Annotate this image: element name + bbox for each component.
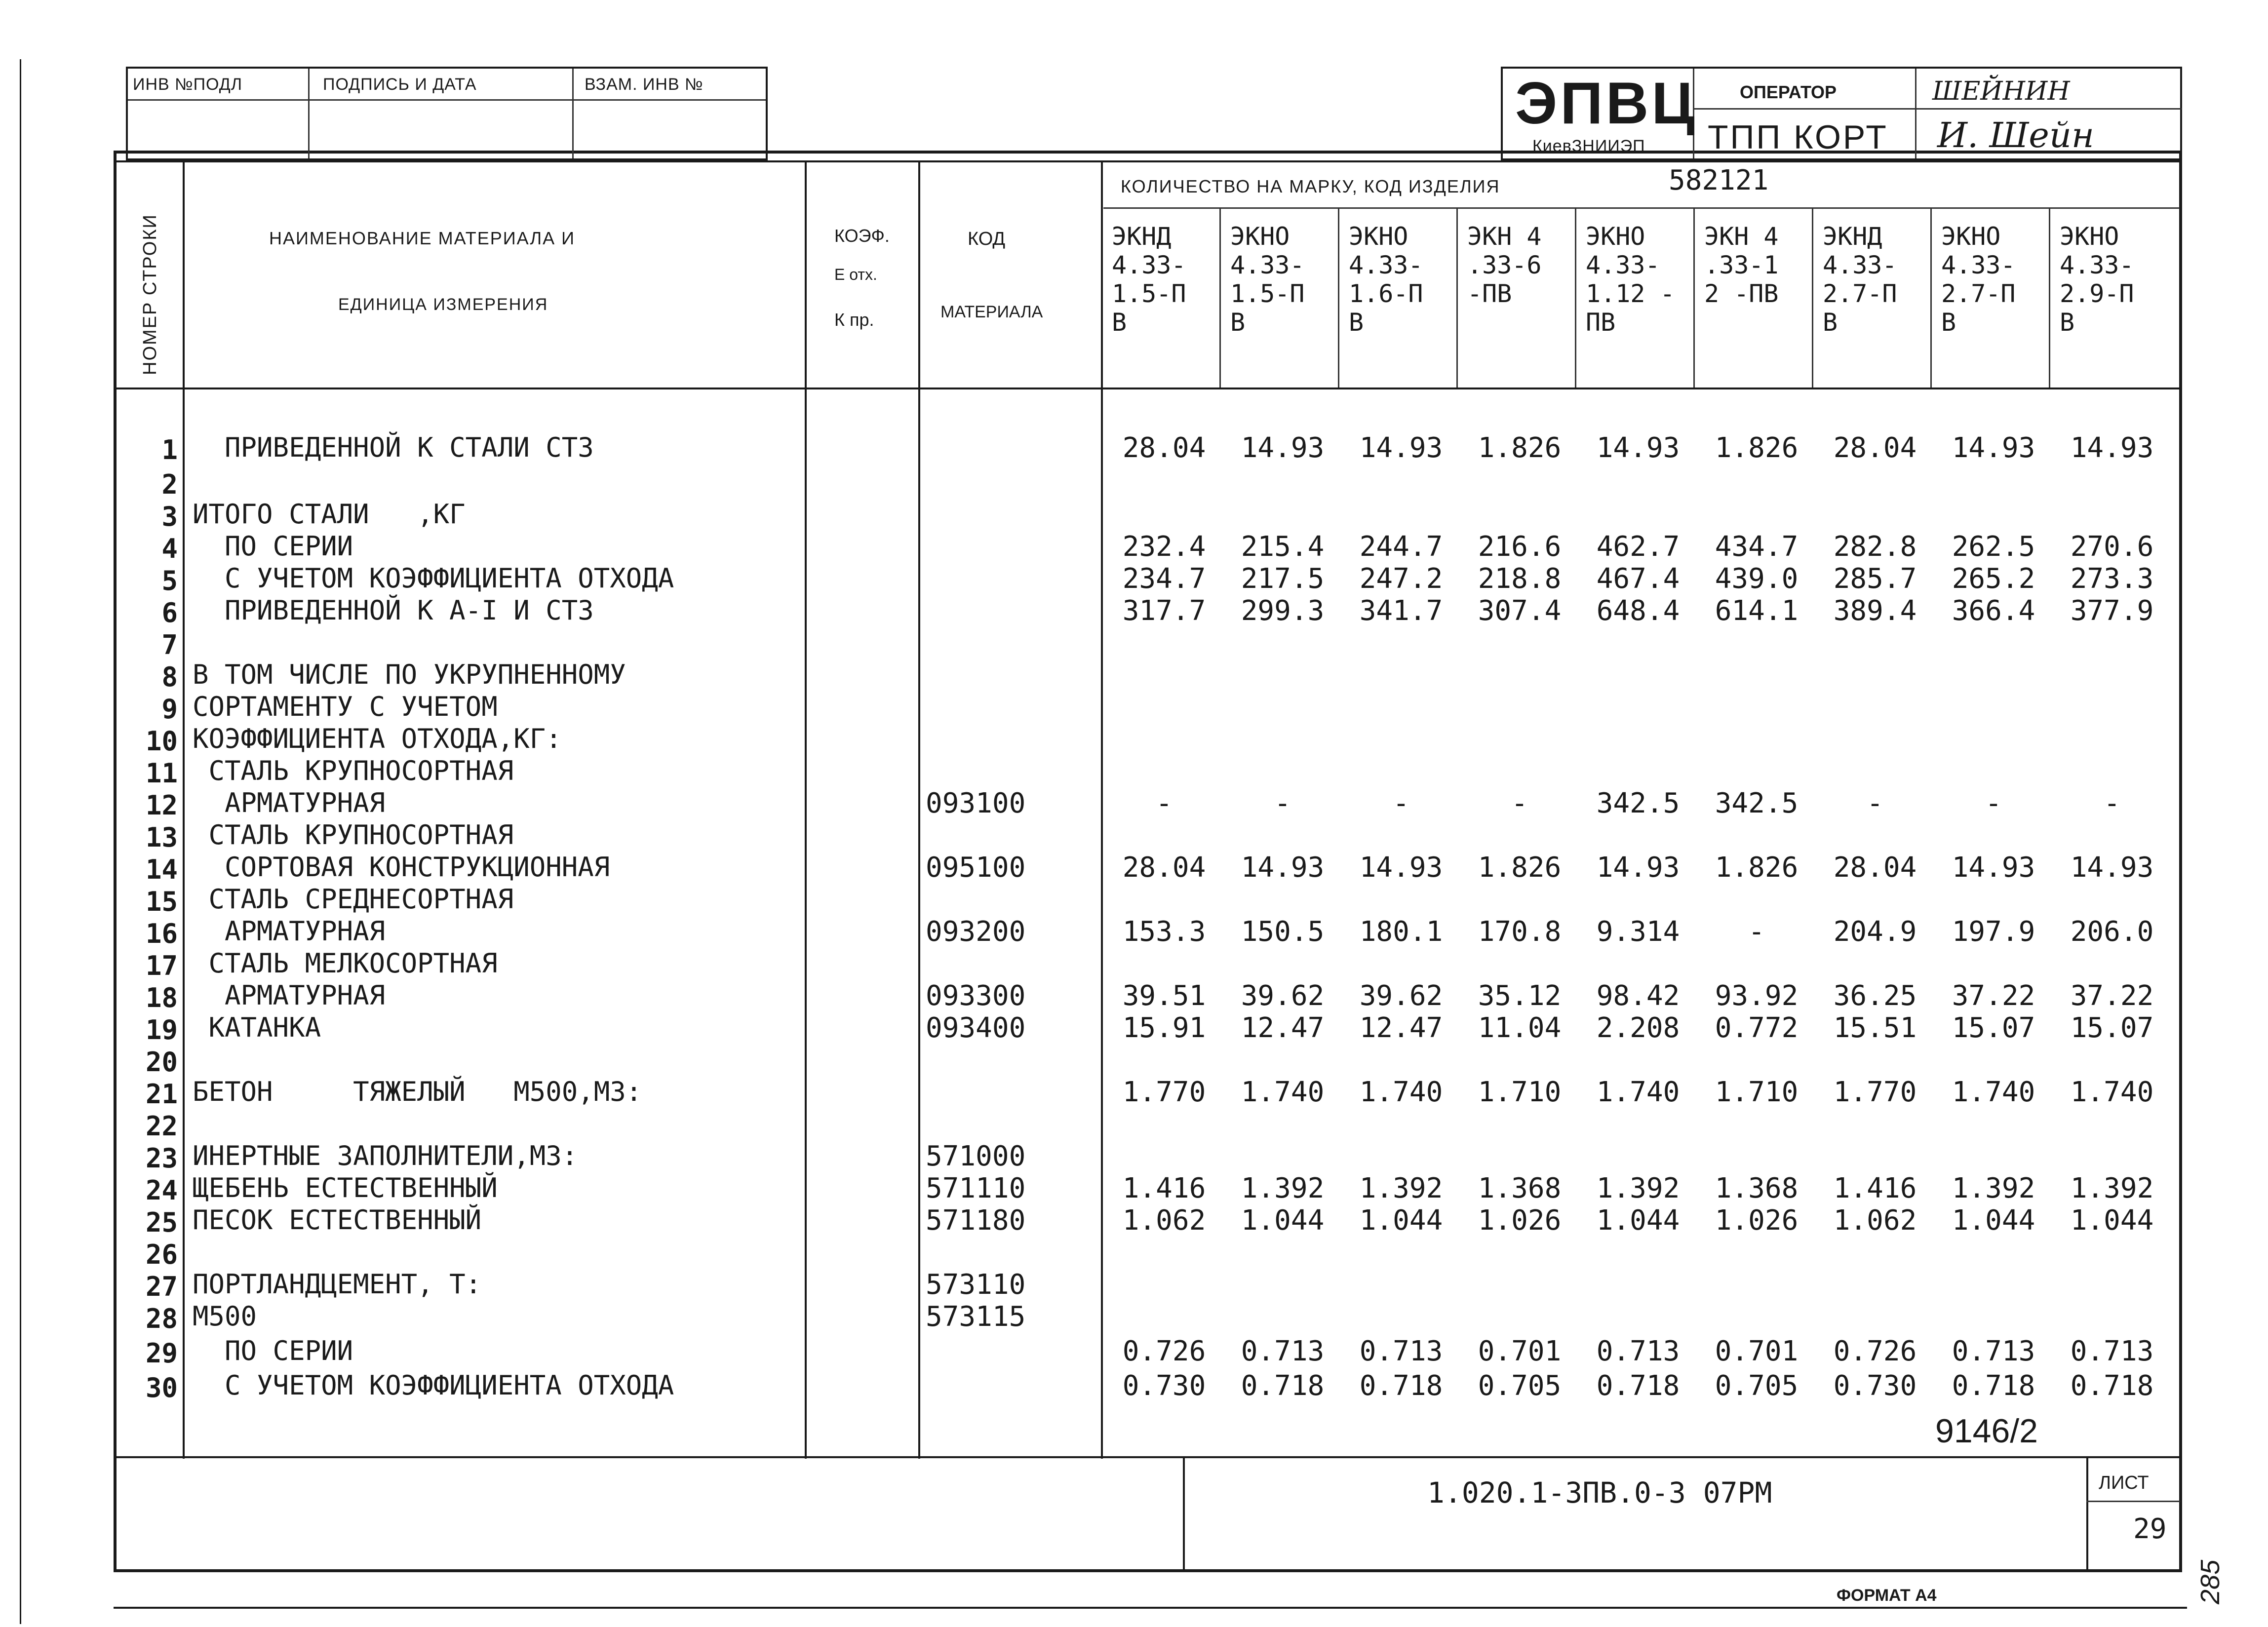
coef-header-3: К пр. bbox=[834, 310, 874, 330]
org-stamp bbox=[1501, 67, 2182, 160]
material-name: КОЭФФИЦИЕНТА ОТХОДА,КГ: bbox=[193, 723, 562, 754]
material-name: АРМАТУРНАЯ bbox=[193, 916, 386, 947]
quantity-cell: 11.04 bbox=[1478, 1012, 1562, 1044]
quantity-cell: 307.4 bbox=[1478, 595, 1562, 627]
row-number: 17 bbox=[145, 950, 178, 981]
quantity-cell: 0.713 bbox=[1952, 1335, 2035, 1367]
product-column-header: ЭКН 4 .33-1 2 -ПВ bbox=[1704, 222, 1779, 308]
row-number: 14 bbox=[145, 854, 178, 885]
quantity-cell: 217.5 bbox=[1241, 563, 1325, 595]
row-number: 7 bbox=[161, 629, 178, 660]
material-name: С УЧЕТОМ КОЭФФИЦИЕНТА ОТХОДА bbox=[193, 1370, 674, 1401]
replacement-inv-label: ВЗАМ. ИНВ № bbox=[585, 75, 704, 94]
quantity-cell: 0.718 bbox=[1596, 1370, 1680, 1402]
material-name: ПРИВЕДЕННОЙ К А-I И СТ3 bbox=[193, 595, 594, 626]
quantity-cell: 389.4 bbox=[1833, 595, 1917, 627]
quantity-cell: 1.740 bbox=[1596, 1076, 1680, 1108]
quantity-cell: - bbox=[1748, 916, 1765, 948]
quantity-cell: 1.740 bbox=[1359, 1076, 1443, 1108]
material-name: ПРИВЕДЕННОЙ К СТАЛИ СТ3 bbox=[193, 432, 594, 463]
product-column-header: ЭКН 4 .33-6 -ПВ bbox=[1467, 222, 1542, 308]
quantity-cell: 1.392 bbox=[1241, 1172, 1325, 1204]
col-sep-rownum bbox=[183, 160, 185, 1459]
quantity-cell: 150.5 bbox=[1241, 916, 1325, 948]
quantity-cell: 15.07 bbox=[1952, 1012, 2035, 1044]
quantity-cell: 98.42 bbox=[1596, 980, 1680, 1012]
quantity-cell: 170.8 bbox=[1478, 916, 1562, 948]
quantity-cell: 1.044 bbox=[1596, 1204, 1680, 1237]
row-number: 1 bbox=[161, 434, 178, 465]
quantity-cell: 12.47 bbox=[1241, 1012, 1325, 1044]
material-name: ИТОГО СТАЛИ ,КГ bbox=[193, 499, 466, 530]
material-name: ЩЕБЕНЬ ЕСТЕСТВЕННЫЙ bbox=[193, 1172, 498, 1203]
row-number: 29 bbox=[145, 1338, 178, 1369]
quantity-cell: 0.718 bbox=[1359, 1370, 1443, 1402]
quantity-header: КОЛИЧЕСТВО НА МАРКУ, КОД ИЗДЕЛИЯ bbox=[1121, 176, 1500, 196]
row-number: 21 bbox=[145, 1079, 178, 1110]
quantity-cell: 39.62 bbox=[1241, 980, 1325, 1012]
quantity-cell: 270.6 bbox=[2070, 531, 2154, 563]
quantity-cell: 247.2 bbox=[1359, 563, 1443, 595]
quantity-cell: 9.314 bbox=[1596, 916, 1680, 948]
quantity-cell: 153.3 bbox=[1122, 916, 1206, 948]
row-number: 19 bbox=[145, 1014, 178, 1046]
row-number: 8 bbox=[161, 661, 178, 693]
designation: 1.020.1-3ПВ.0-3 07РМ bbox=[1427, 1476, 1772, 1510]
signature-date-label: ПОДПИСЬ И ДАТА bbox=[323, 75, 477, 94]
coef-header-2: Е отх. bbox=[834, 266, 877, 283]
product-column-header: ЭКНО 4.33- 1.5-П В bbox=[1230, 222, 1305, 337]
quantity-cell: 1.392 bbox=[2070, 1172, 2154, 1204]
row-number: 6 bbox=[161, 597, 178, 628]
material-code: 571180 bbox=[926, 1204, 1026, 1237]
row-number: 30 bbox=[145, 1372, 178, 1403]
quantity-cell: 262.5 bbox=[1952, 531, 2035, 563]
quantity-cell: 234.7 bbox=[1122, 563, 1206, 595]
quantity-cell: 1.710 bbox=[1715, 1076, 1799, 1108]
material-name: СТАЛЬ СРЕДНЕСОРТНАЯ bbox=[193, 884, 514, 915]
quantity-cell: 0.718 bbox=[2070, 1370, 2154, 1402]
quantity-cell: 14.93 bbox=[1241, 432, 1325, 464]
row-number: 11 bbox=[145, 758, 178, 789]
product-column-header: ЭКНО 4.33- 1.12 - ПВ bbox=[1586, 222, 1675, 337]
quantity-cell: 28.04 bbox=[1122, 432, 1206, 464]
row-number: 12 bbox=[145, 790, 178, 821]
quantity-cell: 0.705 bbox=[1478, 1370, 1562, 1402]
row-number: 25 bbox=[145, 1207, 178, 1238]
material-name: ПО СЕРИИ bbox=[193, 1335, 353, 1366]
material-code: 093300 bbox=[926, 980, 1026, 1012]
quantity-cell: 0.730 bbox=[1833, 1370, 1917, 1402]
quantity-cell: 614.1 bbox=[1715, 595, 1799, 627]
quantity-cell: 1.026 bbox=[1715, 1204, 1799, 1237]
quantity-cell: 1.826 bbox=[1715, 432, 1799, 464]
header-bottom-rule bbox=[117, 387, 2180, 389]
quantity-cell: 0.713 bbox=[2070, 1335, 2154, 1367]
quantity-cell: 0.726 bbox=[1122, 1335, 1206, 1367]
col-sep-code bbox=[1101, 160, 1103, 1459]
quantity-cell: 14.93 bbox=[1952, 432, 2035, 464]
quantity-cell: - bbox=[1511, 787, 1528, 819]
quantity-cell: 28.04 bbox=[1833, 852, 1917, 884]
material-name: АРМАТУРНАЯ bbox=[193, 787, 386, 818]
quantity-cell: 341.7 bbox=[1359, 595, 1443, 627]
quantity-cell: 244.7 bbox=[1359, 531, 1443, 563]
quantity-cell: 14.93 bbox=[1596, 432, 1680, 464]
quantity-cell: 0.713 bbox=[1359, 1335, 1443, 1367]
quantity-cell: 282.8 bbox=[1833, 531, 1917, 563]
operator-value: ТПП КОРТ bbox=[1708, 118, 1888, 156]
quantity-cell: 1.392 bbox=[1359, 1172, 1443, 1204]
quantity-cell: 1.044 bbox=[1952, 1204, 2035, 1237]
header-top-rule bbox=[117, 160, 2180, 162]
row-number: 10 bbox=[145, 726, 178, 757]
quantity-cell: 15.91 bbox=[1122, 1012, 1206, 1044]
quantity-cell: 37.22 bbox=[2070, 980, 2154, 1012]
material-name: М500 bbox=[193, 1301, 257, 1332]
quantity-cell: 14.93 bbox=[1359, 432, 1443, 464]
quantity-cell: 232.4 bbox=[1122, 531, 1206, 563]
quantity-cell: 36.25 bbox=[1833, 980, 1917, 1012]
code-header-1: КОД bbox=[968, 229, 1006, 249]
quantity-cell: 434.7 bbox=[1715, 531, 1799, 563]
quantity-cell: 1.740 bbox=[2070, 1076, 2154, 1108]
quantity-cell: 93.92 bbox=[1715, 980, 1799, 1012]
quantity-cell: 1.826 bbox=[1478, 432, 1562, 464]
material-name: ИНЕРТНЫЕ ЗАПОЛНИТЕЛИ,М3: bbox=[193, 1140, 578, 1171]
material-name: В ТОМ ЧИСЛЕ ПО УКРУПНЕННОМУ bbox=[193, 659, 626, 690]
row-number: 28 bbox=[145, 1303, 178, 1334]
quantity-cell: 0.718 bbox=[1952, 1370, 2035, 1402]
row-number: 20 bbox=[145, 1046, 178, 1078]
quantity-cell: - bbox=[1156, 787, 1173, 819]
row-number: 22 bbox=[145, 1111, 178, 1142]
quantity-cell: 204.9 bbox=[1833, 916, 1917, 948]
material-name: СОРТОВАЯ КОНСТРУКЦИОННАЯ bbox=[193, 852, 610, 883]
quantity-cell: 1.368 bbox=[1478, 1172, 1562, 1204]
quantity-cell: 0.730 bbox=[1122, 1370, 1206, 1402]
quantity-cell: 197.9 bbox=[1952, 916, 2035, 948]
quantity-cell: 265.2 bbox=[1952, 563, 2035, 595]
row-number: 27 bbox=[145, 1271, 178, 1302]
quantity-cell: 28.04 bbox=[1833, 432, 1917, 464]
signature-name: ШЕЙНИН bbox=[1932, 77, 2070, 106]
quantity-cell: 462.7 bbox=[1596, 531, 1680, 563]
quantity-cell: 1.416 bbox=[1122, 1172, 1206, 1204]
quantity-cell: 342.5 bbox=[1596, 787, 1680, 819]
org-name: ЭПВЦ bbox=[1515, 70, 1698, 136]
quantity-cell: 299.3 bbox=[1241, 595, 1325, 627]
quantity-cell: 1.770 bbox=[1833, 1076, 1917, 1108]
material-name: КАТАНКА bbox=[193, 1012, 321, 1043]
material-code: 093400 bbox=[926, 1012, 1026, 1044]
quantity-cell: 317.7 bbox=[1122, 595, 1206, 627]
quantity-cell: 14.93 bbox=[1596, 852, 1680, 884]
quantity-cell: 0.713 bbox=[1596, 1335, 1680, 1367]
material-code: 093200 bbox=[926, 916, 1026, 948]
quantity-cell: 0.772 bbox=[1715, 1012, 1799, 1044]
quantity-cell: 1.740 bbox=[1952, 1076, 2035, 1108]
material-name: С УЧЕТОМ КОЭФФИЦИЕНТА ОТХОДА bbox=[193, 563, 674, 594]
quantity-cell: 0.701 bbox=[1715, 1335, 1799, 1367]
row-number: 23 bbox=[145, 1143, 178, 1174]
material-name-header-2: ЕДИНИЦА ИЗМЕРЕНИЯ bbox=[338, 295, 548, 314]
product-column-header: ЭКНО 4.33- 2.9-П В bbox=[2060, 222, 2134, 337]
material-name: СТАЛЬ КРУПНОСОРТНАЯ bbox=[193, 755, 514, 786]
quantity-cell: 15.51 bbox=[1833, 1012, 1917, 1044]
product-column-header: ЭКНД 4.33- 2.7-П В bbox=[1823, 222, 1897, 337]
quantity-cell: - bbox=[1985, 787, 2002, 819]
row-number: 5 bbox=[161, 565, 178, 596]
product-column-header: ЭКНО 4.33- 2.7-П В bbox=[1941, 222, 2016, 337]
quantity-cell: 467.4 bbox=[1596, 563, 1680, 595]
row-number: 2 bbox=[161, 469, 178, 500]
doc-number: 9146/2 bbox=[1935, 1412, 2038, 1450]
material-name: СТАЛЬ КРУПНОСОРТНАЯ bbox=[193, 819, 514, 851]
quantity-cell: 14.93 bbox=[1952, 852, 2035, 884]
row-number: 9 bbox=[161, 694, 178, 725]
quantity-cell: 39.51 bbox=[1122, 980, 1206, 1012]
quantity-cell: 14.93 bbox=[2070, 852, 2154, 884]
material-name: АРМАТУРНАЯ bbox=[193, 980, 386, 1011]
row-number-header: НОМЕР СТРОКИ bbox=[140, 214, 160, 375]
sheet-label: ЛИСТ bbox=[2099, 1472, 2149, 1493]
row-number: 13 bbox=[145, 822, 178, 853]
material-code: 571000 bbox=[926, 1140, 1026, 1172]
quantity-cell: 1.392 bbox=[1596, 1172, 1680, 1204]
quantity-cell: 37.22 bbox=[1952, 980, 2035, 1012]
bottom-rule bbox=[114, 1607, 2187, 1609]
material-name-header-1: НАИМЕНОВАНИЕ МАТЕРИАЛА И bbox=[269, 228, 575, 248]
signature: И. Шейн bbox=[1937, 115, 2095, 155]
quantity-cell: 1.044 bbox=[1359, 1204, 1443, 1237]
material-code: 571110 bbox=[926, 1172, 1026, 1204]
quantity-cell: 1.044 bbox=[2070, 1204, 2154, 1237]
quantity-cell: 1.368 bbox=[1715, 1172, 1799, 1204]
quantity-cell: 0.726 bbox=[1833, 1335, 1917, 1367]
quantity-cell: 180.1 bbox=[1359, 916, 1443, 948]
quantity-cell: 1.826 bbox=[1478, 852, 1562, 884]
quantity-cell: - bbox=[2104, 787, 2120, 819]
quantity-cell: 216.6 bbox=[1478, 531, 1562, 563]
quantity-cell: 1.026 bbox=[1478, 1204, 1562, 1237]
left-edge-rule bbox=[20, 59, 21, 1624]
material-name: ПО СЕРИИ bbox=[193, 531, 353, 562]
material-code: 095100 bbox=[926, 852, 1026, 884]
material-code: 573110 bbox=[926, 1269, 1026, 1301]
product-code: 582121 bbox=[1669, 164, 1769, 196]
col-sep-name bbox=[805, 160, 807, 1459]
quantity-cell: 35.12 bbox=[1478, 980, 1562, 1012]
quantity-header-rule bbox=[1103, 207, 2180, 209]
material-name: ПОРТЛАНДЦЕМЕНТ, Т: bbox=[193, 1269, 482, 1300]
quantity-cell: 285.7 bbox=[1833, 563, 1917, 595]
margin-number: 285 bbox=[2195, 1559, 2225, 1604]
inv-number-label: ИНВ №ПОДЛ bbox=[133, 75, 243, 94]
product-column-header: ЭКНД 4.33- 1.5-П В bbox=[1112, 222, 1186, 337]
quantity-cell: 1.770 bbox=[1122, 1076, 1206, 1108]
code-header-2: МАТЕРИАЛА bbox=[940, 303, 1043, 321]
quantity-cell: 28.04 bbox=[1122, 852, 1206, 884]
material-code: 573115 bbox=[926, 1301, 1026, 1333]
quantity-cell: 14.93 bbox=[1241, 852, 1325, 884]
row-number: 18 bbox=[145, 982, 178, 1013]
org-subname: КиевЗНИИЭП bbox=[1532, 137, 1645, 155]
col-sep-coef bbox=[918, 160, 920, 1459]
quantity-cell: 273.3 bbox=[2070, 563, 2154, 595]
quantity-cell: 14.93 bbox=[1359, 852, 1443, 884]
quantity-cell: 12.47 bbox=[1359, 1012, 1443, 1044]
material-name: СОРТАМЕНТУ С УЧЕТОМ bbox=[193, 691, 498, 722]
operator-label: ОПЕРАТОР bbox=[1740, 82, 1837, 102]
row-number: 4 bbox=[161, 533, 178, 564]
quantity-cell: 2.208 bbox=[1596, 1012, 1680, 1044]
material-name: СТАЛЬ МЕЛКОСОРТНАЯ bbox=[193, 948, 498, 979]
product-column-header: ЭКНО 4.33- 1.6-П В bbox=[1349, 222, 1423, 337]
row-number: 24 bbox=[145, 1175, 178, 1206]
top-left-stamp bbox=[126, 67, 768, 160]
quantity-cell: 342.5 bbox=[1715, 787, 1799, 819]
sheet-number: 29 bbox=[2133, 1513, 2167, 1545]
quantity-cell: - bbox=[1393, 787, 1409, 819]
quantity-cell: 1.740 bbox=[1241, 1076, 1325, 1108]
quantity-cell: 366.4 bbox=[1952, 595, 2035, 627]
format-label: ФОРМАТ А4 bbox=[1837, 1586, 1937, 1605]
quantity-cell: 39.62 bbox=[1359, 980, 1443, 1012]
quantity-cell: 15.07 bbox=[2070, 1012, 2154, 1044]
quantity-cell: 0.705 bbox=[1715, 1370, 1799, 1402]
quantity-cell: 215.4 bbox=[1241, 531, 1325, 563]
coef-header-1: КОЭФ. bbox=[834, 226, 890, 246]
quantity-cell: 1.062 bbox=[1833, 1204, 1917, 1237]
quantity-cell: 1.392 bbox=[1952, 1172, 2035, 1204]
quantity-cell: 377.9 bbox=[2070, 595, 2154, 627]
quantity-cell: 14.93 bbox=[2070, 432, 2154, 464]
quantity-cell: 1.044 bbox=[1241, 1204, 1325, 1237]
quantity-cell: 439.0 bbox=[1715, 563, 1799, 595]
quantity-cell: 206.0 bbox=[2070, 916, 2154, 948]
quantity-cell: 1.826 bbox=[1715, 852, 1799, 884]
quantity-cell: 0.718 bbox=[1241, 1370, 1325, 1402]
row-number: 15 bbox=[145, 886, 178, 917]
quantity-cell: - bbox=[1867, 787, 1883, 819]
quantity-cell: 0.713 bbox=[1241, 1335, 1325, 1367]
title-block bbox=[117, 1456, 2180, 1570]
row-number: 16 bbox=[145, 918, 178, 949]
quantity-cell: - bbox=[1274, 787, 1291, 819]
row-number: 26 bbox=[145, 1239, 178, 1270]
material-name: ПЕСОК ЕСТЕСТВЕННЫЙ bbox=[193, 1204, 482, 1236]
quantity-cell: 648.4 bbox=[1596, 595, 1680, 627]
row-number: 3 bbox=[161, 501, 178, 532]
quantity-cell: 1.710 bbox=[1478, 1076, 1562, 1108]
quantity-cell: 1.416 bbox=[1833, 1172, 1917, 1204]
material-name: БЕТОН ТЯЖЕЛЫЙ М500,М3: bbox=[193, 1076, 642, 1107]
quantity-cell: 218.8 bbox=[1478, 563, 1562, 595]
material-code: 093100 bbox=[926, 787, 1026, 819]
quantity-cell: 1.062 bbox=[1122, 1204, 1206, 1237]
quantity-cell: 0.701 bbox=[1478, 1335, 1562, 1367]
